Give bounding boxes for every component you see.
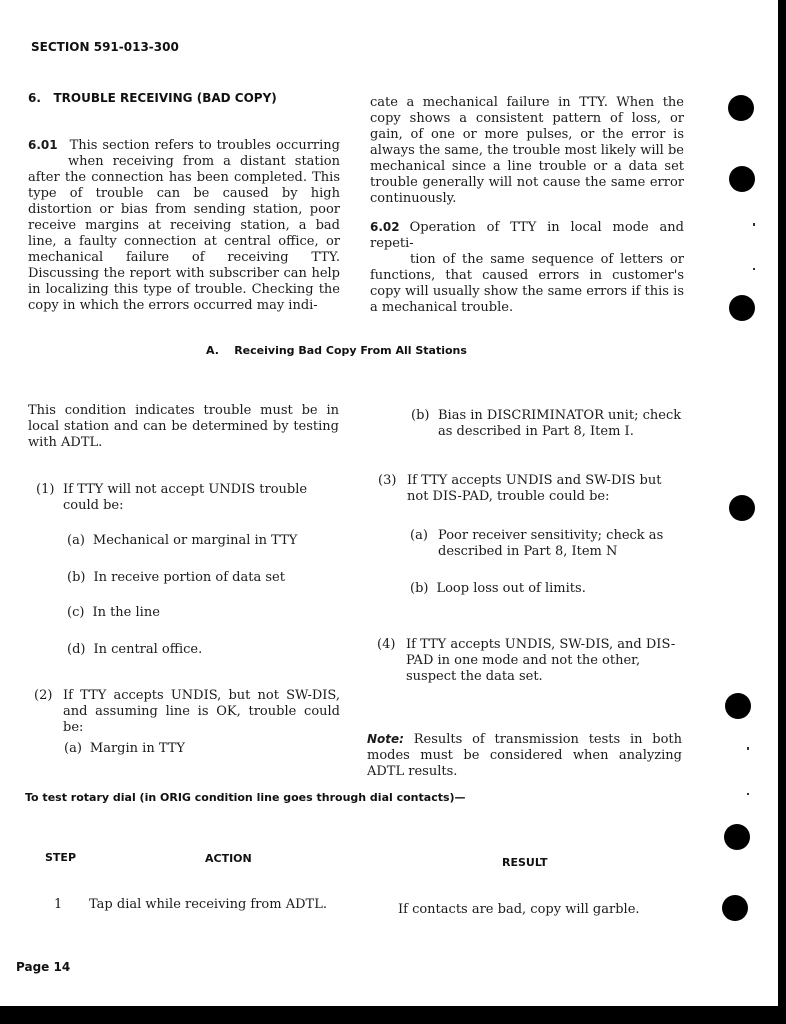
- paragraph-body: tion of the same sequence of letters or functions, that caused errors in customer's copy will usually show the same errors if this is a mechanical trouble.: [370, 252, 684, 315]
- action-cell: Tap dial while receiving from ADTL.: [89, 897, 327, 912]
- speck-mark: [753, 268, 755, 270]
- punch-hole-icon: [729, 166, 755, 192]
- result-cell: If contacts are bad, copy will garble.: [398, 902, 640, 917]
- list-item-3: [378, 473, 686, 505]
- sub-item-text: Loop loss out of limits.: [436, 581, 586, 596]
- sub-item-letter: (d): [67, 642, 86, 657]
- subsection-heading: A. Receiving Bad Copy From All Stations: [206, 344, 467, 357]
- item-number: (1): [36, 482, 55, 497]
- sub-item: [67, 533, 297, 549]
- sub-item-text: Margin in TTY: [89, 741, 185, 756]
- paragraph-first-line: This section refers to troubles occurring: [69, 138, 340, 153]
- item-number: (2): [34, 688, 53, 703]
- note-text: Results of transmission tests in both modes must be considered when analyzing ADTL results.: [367, 732, 682, 779]
- sub-item: [67, 642, 202, 658]
- paragraph-first-line: Operation of TTY in local mode and repeti-: [370, 220, 684, 251]
- sub-item-text: In central office.: [93, 642, 203, 657]
- sub-item-letter: (b): [410, 581, 429, 596]
- step-cell: 1: [54, 897, 63, 912]
- note: [367, 731, 682, 780]
- punch-hole-icon: [725, 693, 751, 719]
- list-item-4: [377, 637, 685, 685]
- punch-hole-icon: [729, 495, 755, 521]
- column-header-result: RESULT: [502, 856, 548, 869]
- item-number: (3): [378, 473, 397, 488]
- sub-item-text: Bias in DISCRIMINATOR unit; check as described in Part 8, Item I.: [438, 408, 682, 439]
- paragraph-number: 6.01: [28, 138, 58, 152]
- sub-item-text: In receive portion of data set: [93, 570, 285, 585]
- sub-item: [67, 605, 160, 621]
- sub-item-text: Mechanical or marginal in TTY: [92, 533, 298, 548]
- item-number: (4): [377, 637, 396, 652]
- item-text: If TTY accepts UNDIS, but not SW-DIS, and assuming line is OK, trouble could be:: [63, 688, 340, 735]
- sub-item: [64, 741, 185, 757]
- paragraph-6-02: [370, 219, 684, 316]
- punch-hole-icon: [724, 824, 750, 850]
- sub-item-letter: (a): [410, 528, 428, 543]
- column-header-step: STEP: [45, 851, 77, 864]
- paragraph-number: 6.02: [370, 220, 400, 234]
- speck-mark: [747, 793, 749, 795]
- sub-item-letter: (c): [67, 605, 85, 620]
- item-text: If TTY accepts UNDIS, SW-DIS, and DIS-PAD in one mode and not the other, suspect the data set.: [406, 637, 676, 684]
- rotary-dial-heading: To test rotary dial (in ORIG condition line goes through dial contacts)—: [25, 791, 466, 804]
- list-item-2: [34, 688, 340, 736]
- sub-item: [67, 570, 285, 586]
- speck-mark: [753, 223, 755, 226]
- sub-item-text: Poor receiver sensitivity; check as described in Part 8, Item N: [438, 528, 664, 559]
- section-number: SECTION 591-013-300: [31, 40, 179, 54]
- punch-hole-icon: [728, 95, 754, 121]
- item-text: If TTY will not accept UNDIS trouble could be:: [63, 482, 308, 513]
- sub-item-letter: (a): [67, 533, 85, 548]
- paragraph-6-01: [28, 137, 340, 314]
- sub-item: [410, 581, 586, 597]
- item-text: If TTY accepts UNDIS and SW-DIS but not DIS-PAD, trouble could be:: [407, 473, 662, 504]
- punch-hole-icon: [729, 295, 755, 321]
- sub-item: [411, 408, 686, 440]
- sub-item-letter: (a): [64, 741, 82, 756]
- sub-item-text: In the line: [92, 605, 160, 620]
- speck-mark: [747, 747, 749, 750]
- subsection-intro: This condition indicates trouble must be in local station and can be determined by testing with ADTL.: [28, 403, 339, 450]
- sub-item-letter: (b): [67, 570, 86, 585]
- sub-item-letter: (b): [411, 408, 430, 423]
- column-header-action: ACTION: [205, 852, 252, 865]
- section-heading: 6. TROUBLE RECEIVING (BAD COPY): [28, 91, 277, 105]
- punch-hole-icon: [722, 895, 748, 921]
- note-label: Note:: [367, 732, 404, 746]
- page-number: Page 14: [16, 960, 71, 974]
- list-item-1: [36, 482, 340, 514]
- paragraph-6-01-continued: cate a mechanical failure in TTY. When the copy shows a consistent pattern of loss, or gain, of one or more pulses, or the error is always the same, the trouble most likely will be mechanical since a line trouble or a data set trouble generally will not cause the same error continuously.: [370, 95, 684, 206]
- sub-item: [410, 528, 685, 560]
- paragraph-body: when receiving from a distant station after the connection has been completed. This type of trouble can be caused by high distortion or bias from sending station, poor receive margins at receiving station, a bad line, a faulty connection at central office, or mechanical failure of receiving TTY. Discussing the report with subscriber can help in localizing this type of trouble. Checking the copy in which the errors occurred may indi-: [28, 154, 340, 313]
